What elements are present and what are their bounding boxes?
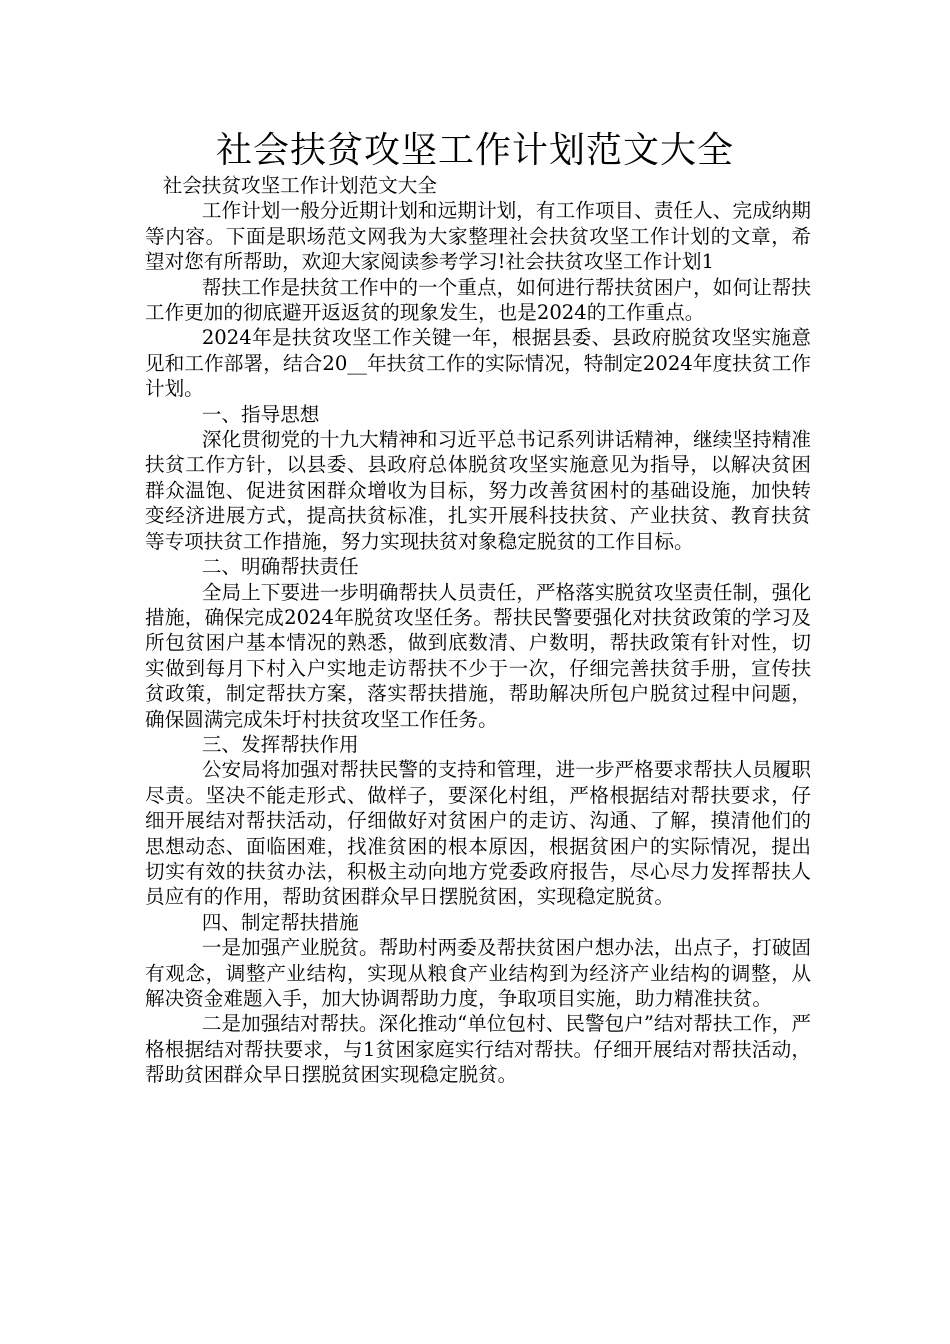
paragraph: 一是加强产业脱贫。帮助村两委及帮扶贫困户想办法，出点子，打破固有观念，调整产业结构，实现从粮食产业结构到为经济产业结构的调整，从解决资金难题入手，加大协调帮助力度，争取项目实施，助力精准扶贫。	[145, 936, 811, 1010]
paragraph: 公安局将加强对帮扶民警的支持和管理，进一步严格要求帮扶人员履职尽责。坚决不能走形式、做样子，要深化村组，严格根据结对帮扶要求，仔细开展结对帮扶活动，仔细做好对贫困户的走访、沟通、了解，摸清他们的思想动态、面临困难，找准贫困的根本原因，根据贫困户的实际情况，提出切实有效的扶贫办法，积极主动向地方党委政府报告，尽心尽力发挥帮扶人员应有的作用，帮助贫困群众早日摆脱贫困，实现稳定脱贫。	[145, 758, 811, 909]
paragraph-intro: 工作计划一般分近期计划和远期计划，有工作项目、责任人、完成纳期等内容。下面是职场范文网我为大家整理社会扶贫攻坚工作计划的文章，希望对您有所帮助，欢迎大家阅读参考学习!社会扶贫攻坚工作计划1	[145, 199, 811, 274]
paragraph: 帮扶工作是扶贫工作中的一个重点，如何进行帮扶贫困户，如何让帮扶工作更加的彻底避开返返贫的现象发生，也是2024的工作重点。	[145, 275, 811, 325]
document-title: 社会扶贫攻坚工作计划范文大全	[215, 130, 734, 171]
paragraph: 深化贯彻党的十九大精神和习近平总书记系列讲话精神，继续坚持精准扶贫工作方针，以县委、县政府总体脱贫攻坚实施意见为指导，以解决贫困群众温饱、促进贫困群众增收为目标，努力改善贫困村的基础设施，加快转变经济进展方式，提高扶贫标准，扎实开展科技扶贫、产业扶贫、教育扶贫等专项扶贫工作措施，努力实现扶贫对象稳定脱贫的工作目标。	[145, 428, 811, 553]
paragraph: 二是加强结对帮扶。深化推动“单位包村、民警包户”结对帮扶工作，严格根据结对帮扶要求，与1贫困家庭实行结对帮扶。仔细开展结对帮扶活动，帮助贫困群众早日摆脱贫困实现稳定脱贫。	[145, 1012, 811, 1087]
paragraph: 2024年是扶贫攻坚工作关键一年，根据县委、县政府脱贫攻坚实施意见和工作部署，结合20__年扶贫工作的实际情况，特制定2024年度扶贫工作计划。	[145, 326, 811, 401]
document-body	[145, 173, 811, 1088]
section-heading: 二、明确帮扶责任	[201, 555, 359, 579]
section-heading: 三、发挥帮扶作用	[201, 732, 359, 756]
document-subtitle: 社会扶贫攻坚工作计划范文大全	[162, 174, 437, 197]
section-heading: 四、制定帮扶措施	[201, 910, 359, 934]
section-heading: 一、指导思想	[201, 402, 320, 426]
paragraph: 全局上下要进一步明确帮扶人员责任，严格落实脱贫攻坚责任制，强化措施，确保完成2024年脱贫攻坚任务。帮扶民警要强化对扶贫政策的学习及所包贫困户基本情况的熟悉，做到底数清、户数明，帮扶政策有针对性，切实做到每月下村入户实地走访帮扶不少于一次，仔细完善扶贫手册，宣传扶贫政策，制定帮扶方案，落实帮扶措施，帮助解决所包户脱贫过程中问题，确保圆满完成朱圩村扶贫攻坚工作任务。	[145, 580, 811, 731]
